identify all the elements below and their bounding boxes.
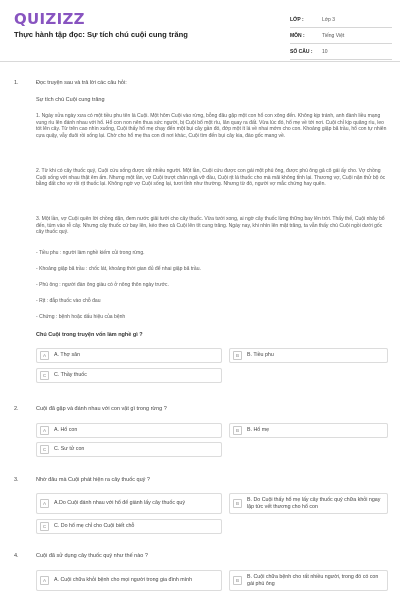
question-number: 4.: [14, 553, 19, 559]
option-text: B. Do Cuội thấy hổ mẹ lấy cây thuốc quý chữa khỏi ngay lập tức vết thương cho hổ con: [247, 496, 381, 510]
option-text: A.Do Cuội đánh nhau với hổ để giành lấy cây thuốc quý: [54, 500, 185, 507]
question-instruction: Đọc truyện sau và trả lời các câu hỏi:: [36, 80, 127, 86]
option-text: A. Thợ săn: [54, 352, 81, 359]
option-c[interactable]: [36, 368, 222, 383]
question-number: 2.: [14, 406, 19, 412]
option-b[interactable]: [229, 423, 388, 438]
option-c[interactable]: [36, 442, 222, 457]
option-letter: A: [40, 351, 49, 360]
option-text: B. Tiều phu: [247, 352, 274, 359]
option-letter: A: [40, 499, 49, 508]
meta-label: MÔN :: [290, 32, 305, 39]
meta-row-question-count: [290, 44, 392, 60]
meta-label: LỚP :: [290, 16, 304, 23]
option-a[interactable]: [36, 423, 222, 438]
worksheet-meta: [290, 12, 392, 60]
glossary-item: - Phú ông : người đàn ông giàu có ở nông thôn ngày trước.: [36, 282, 169, 288]
option-letter: B: [233, 576, 242, 585]
story-paragraph: 2. Từ khi có cây thuốc quý, Cuội cứu sống được rất nhiều người. Một lần, Cuội cứu được con gái một phú ông, được phú ông gả cô gái ấy cho. Vợ chồng Cuội sống với nhau thật êm ấm. Nhưng một lần, vợ Cuội trượt chân ngã vỡ đầu, Cuội rịt lá thuốc cho mà mãi không tỉnh lại. Thương vợ, Cuội nặn thử bộ óc bằng đất cho vợ rồi rịt thuốc lại. Không ngờ vợ Cuội sống lại, tươi tỉnh như thường. Nhưng từ đó, người vợ mắc chứng hay quên.: [36, 168, 386, 188]
meta-label: SỐ CÂU :: [290, 48, 313, 55]
story-paragraph: 1. Ngày xửa ngày xưa có một tiều phu tên là Cuội. Một hôm Cuội vào rừng, bỗng đâu gặp một con hổ con xông đến. Không kịp tránh, anh đành liều mạng vung rìu lên đánh nhau với hổ. Hổ con non nên thua sức người, bị Cuội bổ một rìu, lăn quay ra đất. Vừa lúc đó, hổ mẹ về tới nơi. Cuội chỉ kịp quăng rìu, leo tót lên cây. Từ trên cao nhìn xuống, Cuội thấy hổ mẹ chạy đến một bụi cây gần đó, đớp một ít lá về nhai mớm cho con. Khoảng giập bã trầu, hổ con tự nhiên cựa quậy, vẫy đuôi rồi sống lại. Chờ cho hổ mẹ tha con đi nơi khác, Cuội tìm đến bụi cây kia, đào gốc mang về.: [36, 113, 387, 140]
meta-row-grade: [290, 12, 392, 28]
option-text: B. Hổ mẹ: [247, 427, 270, 434]
option-letter: B: [233, 351, 242, 360]
question-text: Chú Cuội trong truyện vốn làm nghề gì ?: [36, 332, 143, 338]
option-text: C. Sư tử con: [54, 446, 85, 453]
option-letter: A: [40, 576, 49, 585]
meta-value: Tiếng Việt: [322, 32, 345, 39]
option-b[interactable]: [229, 348, 388, 363]
story-title: Sự tích chú Cuội cung trăng: [36, 97, 105, 103]
meta-row-subject: [290, 28, 392, 44]
option-letter: B: [233, 499, 242, 508]
option-text: C. Thầy thuốc: [54, 372, 87, 379]
question-text: Cuội đã sử dụng cây thuốc quý như thế nào ?: [36, 553, 148, 559]
option-c[interactable]: [36, 519, 222, 534]
worksheet-title: Thực hành tập đọc: Sự tích chú cuội cung trăng: [14, 30, 188, 39]
option-text: A. Hổ con: [54, 427, 78, 434]
option-letter: C: [40, 522, 49, 531]
option-text: A. Cuội chữa khỏi bệnh cho mọi người trong gia đình mình: [54, 577, 193, 584]
question-text: Cuội đã gặp và đánh nhau với con vật gì trong rừng ?: [36, 406, 167, 412]
glossary-item: - Chứng : bệnh hoặc dấu hiệu của bệnh: [36, 314, 126, 320]
question-number: 1.: [14, 80, 19, 86]
story-paragraph: 3. Một lần, vợ Cuội quên lời chồng dặn, đem nước giải tưới cho cây thuốc. Vừa tưới xong, ai ngờ cây thuốc lừng thững bay lên trời. Thấy thế, Cuội nhảy bổ đến, túm vào rễ cây. Nhưng cây thuốc cứ bay lên, kéo theo cả Cuội lên tít cung trăng. Ngày nay, khi nhìn lên mặt trăng, ta vẫn thấy chú Cuội ngồi dưới gốc cây thuốc quý.: [36, 216, 385, 236]
worksheet-header: [0, 0, 400, 62]
option-letter: B: [233, 426, 242, 435]
question-number: 3.: [14, 477, 19, 483]
option-b[interactable]: [229, 570, 388, 591]
option-text: B. Cuội chữa bệnh cho rất nhiều người, trong đó có con gái phú ông: [247, 573, 379, 587]
option-letter: A: [40, 426, 49, 435]
glossary-item: - Rịt : đắp thuốc vào chỗ đau: [36, 298, 101, 304]
option-letter: C: [40, 445, 49, 454]
glossary-item: - Khoảng giập bã trầu : chốc lát, khoảng thời gian đủ để nhai giập bã trầu.: [36, 266, 201, 272]
option-a[interactable]: [36, 570, 222, 591]
option-b[interactable]: [229, 493, 388, 514]
question-text: Nhờ đâu mà Cuội phát hiện ra cây thuốc quý ?: [36, 477, 150, 483]
option-letter: C: [40, 371, 49, 380]
option-a[interactable]: [36, 348, 222, 363]
option-a[interactable]: [36, 493, 222, 514]
meta-value: Lớp 3: [322, 16, 336, 23]
option-text: C. Do hổ mẹ chỉ cho Cuội biết chỗ: [54, 523, 135, 530]
meta-value: 10: [322, 48, 328, 55]
quizizz-logo[interactable]: QUIZIZZ: [14, 10, 85, 28]
glossary-item: - Tiều phu : người làm nghề kiếm củi trong rừng.: [36, 250, 145, 256]
